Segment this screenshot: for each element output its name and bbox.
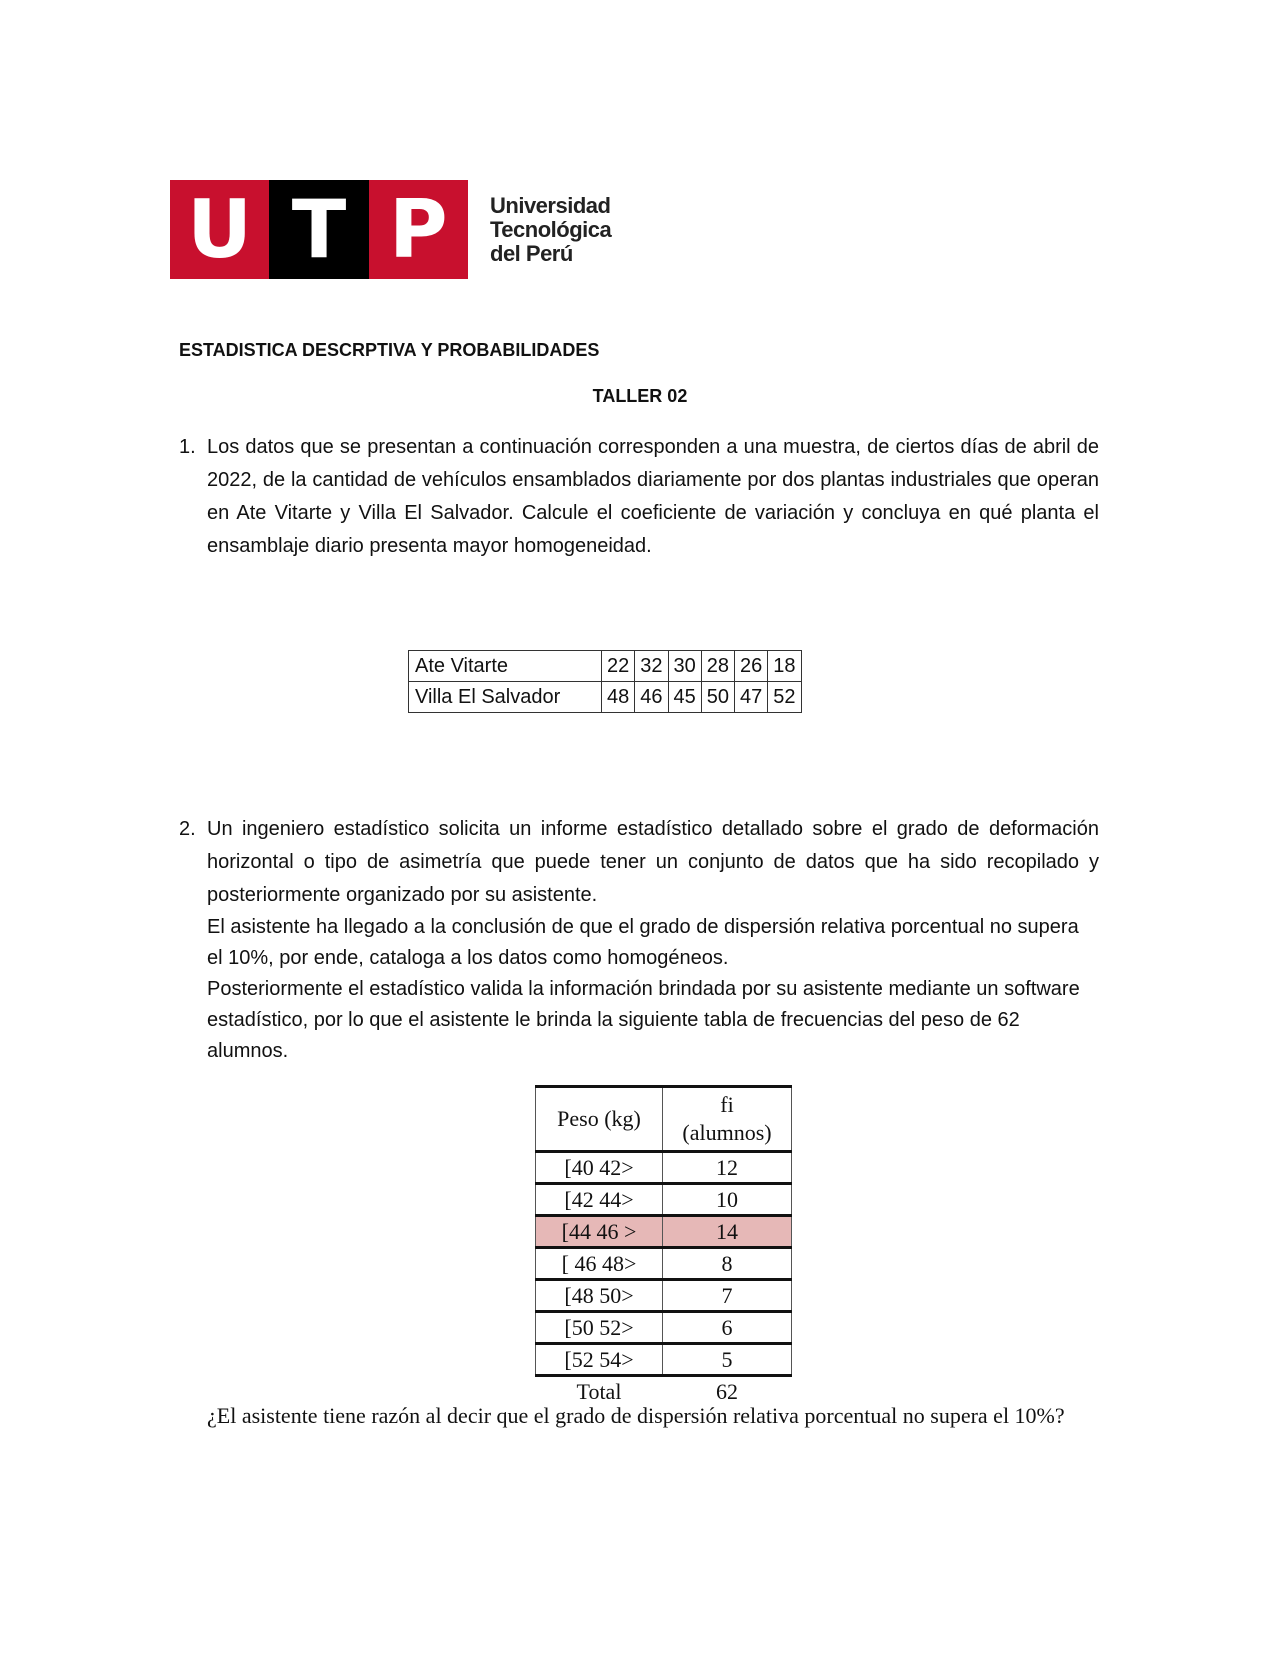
cell: [48 50>: [536, 1280, 663, 1312]
header-cell: Peso (kg): [536, 1087, 663, 1152]
paragraph: Posteriormente el estadístico valida la información brindada por su asistente mediante un software estadístico, por lo que el asistente le brinda la siguiente tabla de frecuencias del peso de 62 alumnos.: [207, 978, 1080, 1062]
header-cell: [663, 1087, 792, 1152]
table-row-highlighted: [536, 1216, 792, 1248]
table-row: [536, 1344, 792, 1376]
cell: [44 46 >: [536, 1216, 663, 1248]
logo-university-name: [490, 194, 611, 266]
cell: [40 42>: [536, 1152, 663, 1184]
cell: 47: [735, 682, 768, 713]
cell: 10: [663, 1184, 792, 1216]
cell: 12: [663, 1152, 792, 1184]
header-line: (alumnos): [682, 1120, 772, 1145]
cell: 45: [668, 682, 701, 713]
table-row: [536, 1248, 792, 1280]
cell: 26: [735, 651, 768, 682]
frequency-table: [535, 1085, 792, 1406]
table-header: [536, 1087, 792, 1152]
question-2: [179, 813, 1099, 1067]
cell: 22: [602, 651, 635, 682]
header-line: fi: [720, 1092, 734, 1117]
table-row: [536, 1152, 792, 1184]
table-row: [409, 682, 802, 713]
row-label: Villa El Salvador: [409, 682, 602, 713]
cell: [50 52>: [536, 1312, 663, 1344]
paragraph: Un ingeniero estadístico solicita un informe estadístico detallado sobre el grado de deformación horizontal o tipo de asimetría que puede tener un conjunto de datos que ha sido recopilado y posteriormente organizado por su asistente.: [207, 818, 1099, 906]
cell: 32: [635, 651, 668, 682]
cell: [ 46 48>: [536, 1248, 663, 1280]
logo-line: del Perú: [490, 241, 573, 266]
utp-logo: [170, 180, 468, 279]
course-title: ESTADISTICA DESCRPTIVA Y PROBABILIDADES: [179, 340, 600, 360]
cell: 14: [663, 1216, 792, 1248]
logo-line: Tecnológica: [490, 217, 612, 242]
cell: 50: [701, 682, 734, 713]
cell: 5: [663, 1344, 792, 1376]
question-number: 1.: [179, 436, 196, 458]
plants-table: [408, 650, 802, 713]
table-row: [536, 1280, 792, 1312]
total-label: Total: [576, 1378, 622, 1404]
cell: 8: [663, 1248, 792, 1280]
question-number: 2.: [179, 818, 196, 840]
logo-line: Universidad: [490, 193, 611, 218]
cell: 28: [701, 651, 734, 682]
logo-letter-p: P: [369, 180, 468, 279]
cell: 6: [663, 1312, 792, 1344]
logo-letter-u: U: [170, 180, 269, 279]
cell: 30: [668, 651, 701, 682]
cell: 18: [768, 651, 801, 682]
total-value: 62: [716, 1378, 738, 1404]
table-row: [536, 1312, 792, 1344]
question-1: [179, 431, 1099, 563]
cell: [52 54>: [536, 1344, 663, 1376]
workshop-title: TALLER 02: [592, 386, 688, 406]
cell: 46: [635, 682, 668, 713]
table-row: [536, 1184, 792, 1216]
table-row: [409, 651, 802, 682]
paragraph: El asistente ha llegado a la conclusión de que el grado de dispersión relativa porcentual no supera el 10%, por ende, cataloga a los datos como homogéneos.: [207, 916, 1079, 969]
question-text: Los datos que se presentan a continuación corresponden a una muestra, de ciertos días de abril de 2022, de la cantidad de vehículos ensamblados diariamente por dos plantas industriales que operan en Ate Vitarte y Villa El Salvador. Calcule el coeficiente de variación y concluya en qué planta el ensamblaje diario presenta mayor homogeneidad.: [207, 436, 1099, 557]
row-label: Ate Vitarte: [409, 651, 602, 682]
cell: 48: [602, 682, 635, 713]
cell: [42 44>: [536, 1184, 663, 1216]
final-question: ¿El asistente tiene razón al decir que el grado de dispersión relativa porcentual no supera el 10%?: [207, 1403, 1065, 1428]
logo-letter-t: T: [269, 180, 368, 279]
cell: 7: [663, 1280, 792, 1312]
cell: 52: [768, 682, 801, 713]
